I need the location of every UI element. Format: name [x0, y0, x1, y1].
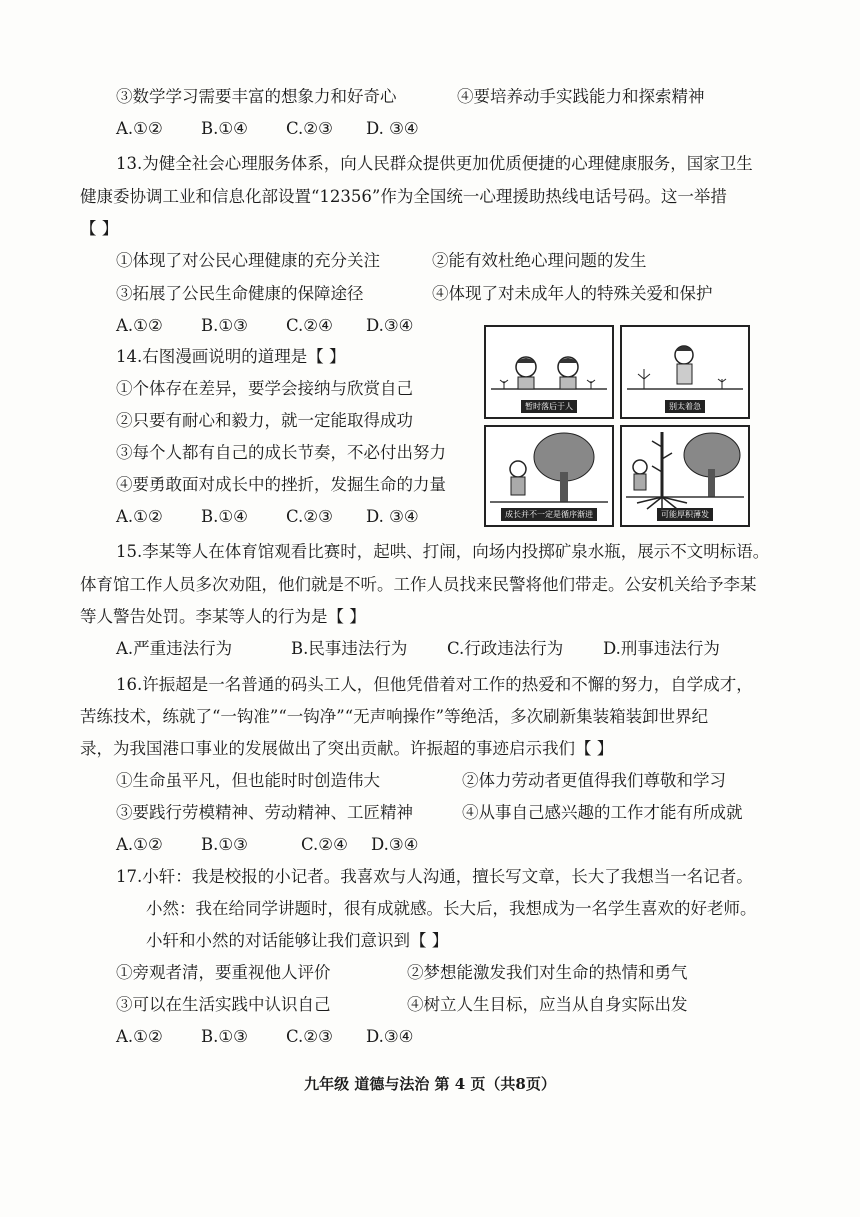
q17-line1: 17.小轩：我是校报的小记者。我喜欢与人沟通，擅长写文章，长大了我想当一名记者。: [116, 867, 753, 886]
q13-option-2: ②能有效杜绝心理问题的发生: [432, 251, 647, 270]
q14-option-2: ②只要有耐心和毅力，就一定能取得成功: [116, 411, 413, 430]
q17-option-1: ①旁观者清，要重视他人评价: [116, 963, 331, 982]
comic-illustration: [484, 325, 750, 527]
q16-option-4: ④从事自己感兴趣的工作才能有所成就: [462, 803, 743, 822]
choice-c: C.②③: [286, 119, 333, 138]
q14-option-3: ③每个人都有自己的成长节奏，不必付出努力: [116, 443, 446, 462]
choice-c: C.行政违法行为: [447, 639, 564, 658]
choice-d: D.③④: [366, 1027, 414, 1046]
q16-choices: [116, 834, 418, 856]
q17-option-3: ③可以在生活实践中认识自己: [116, 995, 331, 1014]
comic-caption-2: 别太着急: [665, 400, 705, 413]
comic-caption-3: 成长并不一定是循序渐进: [501, 508, 597, 521]
choice-c: C.②④: [286, 316, 333, 335]
q12-choices: [116, 118, 419, 140]
q16-stem-line1: 16.许振超是一名普通的码头工人，但他凭借着对工作的热爱和不懈的努力，自学成才，: [116, 675, 753, 694]
comic-panel-4: [620, 425, 750, 527]
q17-line3: 小轩和小然的对话能够让我们意识到【 】: [146, 931, 449, 950]
choice-a: A.①②: [116, 507, 163, 526]
q13-option-3: ③拓展了公民生命健康的保障途径: [116, 284, 364, 303]
q13-option-1: ①体现了对公民心理健康的充分关注: [116, 251, 380, 270]
q12-option-3: ③数学学习需要丰富的想象力和好奇心: [116, 87, 397, 106]
choice-b: B.①③: [201, 835, 248, 854]
choice-a: A.①②: [116, 1027, 163, 1046]
q14-choices: [116, 506, 419, 528]
q17-option-2: ②梦想能激发我们对生命的热情和勇气: [407, 963, 688, 982]
comic-panel-3: [484, 425, 614, 527]
choice-d: D. ③④: [366, 119, 419, 138]
q17-choices: [116, 1026, 413, 1048]
q15-choices: [116, 638, 720, 660]
choice-b: B.①④: [201, 507, 248, 526]
choice-a: A.①②: [116, 835, 163, 854]
comic-panel-2: [620, 325, 750, 419]
choice-b: B.①③: [201, 1027, 248, 1046]
q13-stem-line1: 13.为健全社会心理服务体系，向人民群众提供更加优质便捷的心理健康服务，国家卫生: [116, 154, 753, 173]
q17-line2: 小然：我在给同学讲题时，很有成就感。长大后，我想成为一名学生喜欢的好老师。: [146, 899, 757, 918]
choice-c: C.②③: [286, 1027, 333, 1046]
choice-d: D.刑事违法行为: [603, 639, 720, 658]
q12-option-4: ④要培养动手实践能力和探索精神: [457, 87, 705, 106]
page-footer: 九年级 道德与法治 第 4 页（共8页）: [304, 1075, 556, 1093]
q14-option-4: ④要勇敢面对成长中的挫折，发掘生命的力量: [116, 475, 446, 494]
q13-answer-bracket: 【 】: [80, 219, 119, 238]
q15-stem-line1: 15.李某等人在体育馆观看比赛时，起哄、打闹，向场内投掷矿泉水瓶，展示不文明标语。: [116, 542, 770, 561]
q17-option-4: ④树立人生目标，应当从自身实际出发: [407, 995, 688, 1014]
comic-caption-4: 可能厚积薄发: [657, 508, 713, 521]
q16-option-1: ①生命虽平凡，但也能时时创造伟大: [116, 771, 380, 790]
choice-a: A.严重违法行为: [116, 639, 233, 658]
choice-b: B.民事违法行为: [291, 639, 408, 658]
q16-stem-line3: 录，为我国港口事业的发展做出了突出贡献。许振超的事迹启示我们【 】: [80, 739, 614, 758]
choice-c: C.②③: [286, 507, 333, 526]
q16-option-3: ③要践行劳模精神、劳动精神、工匠精神: [116, 803, 413, 822]
choice-a: A.①②: [116, 316, 163, 335]
choice-a: A.①②: [116, 119, 163, 138]
choice-d: D.③④: [371, 835, 419, 854]
choice-b: B.①③: [201, 316, 248, 335]
q13-option-4: ④体现了对未成年人的特殊关爱和保护: [432, 284, 713, 303]
q15-stem-line2: 体育馆工作人员多次劝阻，他们就是不听。工作人员找来民警将他们带走。公安机关给予李某: [80, 575, 757, 594]
q16-option-2: ②体力劳动者更值得我们尊敬和学习: [462, 771, 726, 790]
choice-c: C.②④: [301, 835, 348, 854]
q13-choices: [116, 315, 413, 337]
comic-panel-1: [484, 325, 614, 419]
choice-d: D. ③④: [366, 507, 419, 526]
choice-d: D.③④: [366, 316, 414, 335]
q14-stem: 14.右图漫画说明的道理是【 】: [116, 347, 346, 366]
choice-b: B.①④: [201, 119, 248, 138]
q14-option-1: ①个体存在差异，要学会接纳与欣赏自己: [116, 379, 413, 398]
q15-stem-line3: 等人警告处罚。李某等人的行为是【 】: [80, 607, 366, 626]
comic-caption-1: 暂时落后于人: [521, 400, 577, 413]
q13-stem-line2: 健康委协调工业和信息化部设置“12356”作为全国统一心理援助热线电话号码。这一举措: [80, 187, 727, 206]
q16-stem-line2: 苦练技术，练就了“一钩准”“一钩净”“无声响操作”等绝活，多次刷新集装箱装卸世界纪: [80, 707, 709, 726]
